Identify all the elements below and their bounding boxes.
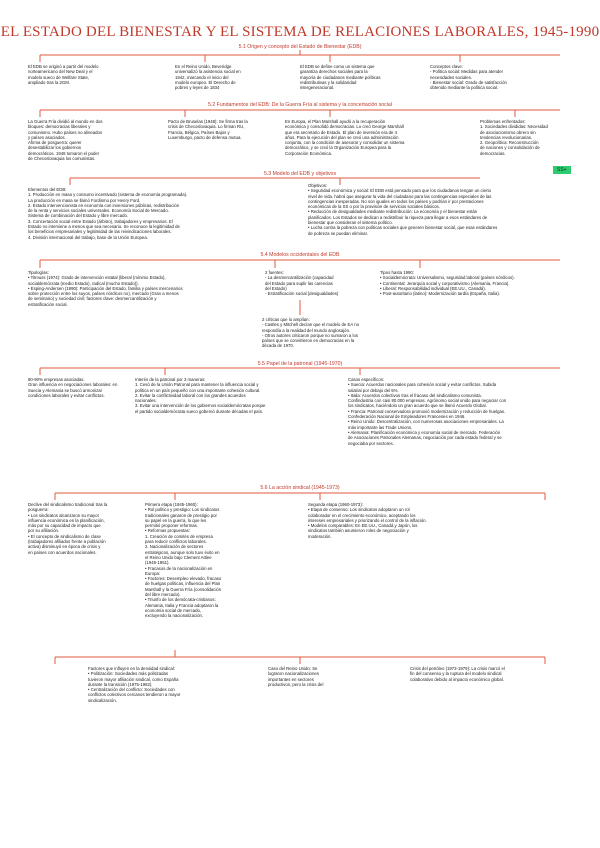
edb-objectives-text: Objetivos: • Seguridad económica y social: El EDB está pensado para que los ciudadanos tengan un cierto nivel de vida, habrá que asegurar la vida del ciudadano para las contingencias especiales de las contingencias inesperadas. No son iguales en todos los países y podrían ir por prestaciones económicas de la SS o por la provisión de servicios sociales básicos. • Reducción de desigualdades mediante redistribución: La economía y el bienestar están planificados. Los Estados se dedican a redistribuir la riqueza para llegar a esos estándares de bienestar que consideran el sistema político. • Lucha contra la pobreza con políticas sociales que generen bienestar social, que esas estándares de pobreza se puedan eliminar. (308, 183, 498, 236)
typologies-text: Tipologías: • Titmuss (1974): Grado de intervención estatal (liberal (mínimo Estado), socialdemócrata (medio Estado), radical (mucho Estado)). • Esping-Andersen (1990): Participación del Estado, familia y países mercenarios sobre protección entre los suyos, países nórdicos no), mercado (Gran a menos de seminario) y sociedad civil; factores clave: desmercantilización y estratificación social. (28, 270, 183, 307)
origin-models-text: El EDB se originó a partir del modelo norteamericano del New Deal y el modelo sueco de Welfare State, ampliado tras la 2GM. (28, 64, 99, 85)
critics-text: 2 críticas que lo amplían: - Castles y Mitchell decían que el modelo de EA no respondía a la realidad del mundo anglosajón. - Otros autores criticaron porque no sumaron a los países que se convirtieron en democracias en la década de 1970. (262, 317, 359, 349)
second-stage-text: Segunda etapa (1960-1973): • Etapa de consenso: Los sindicatos adoptaron un rol colaborador en el crecimiento económico, aceptando los intereses empresariales y priorizando el control de la inflación. • Modelos comparables: En EE.UU., Canadá y Japón, los sindicatos también asumieron roles de negociación y moderación. (308, 502, 427, 539)
edb-definition-text: El EDB se define como un sistema que garantiza derechos sociales para la mayoría de ciudadanos mediante políticas redistributivas y la solidaridad intergeneracional. (300, 64, 381, 91)
uk-case-text: Caso del Reino Unido: Se lograron nacionalizaciones importantes en sectores productivos, pero la crisis del (268, 666, 324, 687)
union-decline-text: Declive del sindicalismo tradicional tras la posguerra: • Los sindicatos alcanzaron su mayor influencia económica en la planificación, más por su capacidad de impacto que por su afiliación. • El concepto de sindicalismo de clase (trabajadores afiliados frente a población activa) disminuyó en época de crisis y en países con acuerdos nacionales. (28, 502, 108, 555)
section-heading-5-1: 5.1 Origen y concepto del Estado de Bienestar (EDB) (238, 44, 362, 50)
oil-crisis-text: Crisis del petróleo (1973-1979): La crisis marcó el fin del consenso y la ruptura del modelo sindical colaborativo debido al impacto económico global. (410, 666, 505, 682)
brussels-pact-text: Pacto de Bruselas (1948): Se firma tras la crisis de Checoslovaquia. Lo firman RU, Francia, Bélgica, Países Bajos y Luxemburgo, pacto de defensa mutua. (168, 119, 248, 140)
patronal-interest-text: Interés de la patronal por 3 maneras: 1. Cesó de la Unión Patronal para mantener la influencia social y política en un país pequeño con una importante cohesión cultural. 2. Evitar la conflictividad laboral con los grandes acuerdos nacionales. 3. Evitar una intervención de los gobiernos socialdemócratas porque el partido socialdemócrata sueco gobernó durante décadas el país. (135, 377, 266, 414)
key-concepts-text: Conceptos clave: - Política social: Medidas para atender necesidades sociales. - Bienestar social: Grado de satisfacción obtenido mediante la política social. (430, 64, 507, 91)
patronal-stats-text: 80-90% empresas asociadas. Gran influencia en negociaciones laborales: en Suecia y Alemania se buscó armonizar condiciones laborales y evitar conflictos. (28, 377, 118, 398)
cold-war-text: La Guerra Fría dividió al mundo en dos bloques: democracias liberales y comunismo. Hubo países no alineados y países asociados. Afirma de posguerra: querer desestabilizar los gobiernos democráticos. 1948 tomaron el poder de Checoslovaquia los comunistas. (28, 119, 103, 162)
specific-cases-text: Casos específicos: • Suecia: Acuerdos nacionales para cohesión social y evitar conflictos. Subida salarial por debajo del 5%. • Italia: Acuerdos colectivos tras el fracaso del sindicalismo comunista. Confindustria con casi 80.000 empresas. Agrónomo social unido para negociar con los sindicatos, haciéndolo un gran acuerdo que se llamó Acuerdo Global. • Francia: Patronal conservadora promovió modernización y reducción de huelgas. Confederación Nacional de Empleadores Franceses en 1946. • Reino Unido: Descentralización, con numerosas asociaciones empresariales. La más importante las Trade Unions. • Alemania: Planificación económica y economía social de mercado. Federación de Asociaciones Patronales Alemanas, negociación por cada estado federal y se negociaba por sectores. (348, 377, 507, 446)
section-heading-5-6: 5.6 La acción sindical (1945-1973) (260, 485, 340, 491)
section-heading-5-5: 5.5 Papel de la patronal (1945-1970) (257, 361, 343, 367)
marshall-plan-text: En Europa, el Plan Marshall ayudó a la recuperación económica y consolidó democracias. Lo creó George Marshall que era secretario de Estado. El plan de inversión era de 4 años. Para la ejecución del plan se creó una administración conjunta, con la condición de asesorar y consolidar un sistema democrático, y se creó la Organización Europea para la Corporación Económica. (285, 119, 405, 156)
first-stage-text: Primera etapa (1945-1960): • Rol político y prestigio: Los sindicatos tradicionales ganaron de prestigio por su papel en la guerra, lo que les permitió proponer reformas. • Reformas propuestas: 1. Creación de comités de empresa para reducir conflictos laborales. 2. Nacionalización de sectores estratégicos, aunque solo tuvo éxito en el Reino Unido bajo Clement Attlee (1945-1951). • Fracasos de la nacionalización en Europa: • Factores: Desempleo elevado, fracaso de huelgas políticas, influencia del Plan Marshall y la Guerra Fría (consolidación del libre mercado). • Triunfo de los demócrata-cristianos: Alemania, Italia y Francia adoptaron la economía social de mercado, excluyendo la nacionalización. (145, 502, 222, 619)
edb-elements-text: Elementos del EDB: 1. Producción en masa y consumo incentivado (sistema de economía programada). La producción en masa se llamó Fordismo por Henry Ford. 2. Estado intervencionista en economía con inversiones públicas, redistribución de la renta y servicios sociales universales. Economía Social de Mercado. Sistema de combinación del Estado y libre mercado. 3. Concertación social entre Estado (árbitro), trabajadores y empresarios. El Estado no interviene a menos que sea necesario. Se reconoce la legitimidad de los beneficios empresariales y legitimidad de las reivindicaciones laborales. 4. División internacional del trabajo, base de la Unión Europea. (28, 187, 188, 240)
ss-badge: SS+ (553, 166, 571, 174)
factors-text: 2 fuentes: - La desmercantilización (capacidad del Estado para suplir las carencias del Estado) - Estratificación social (desigualdades) (265, 270, 339, 297)
types-text: Tipos hasta 1990: • Socialdemócrata: Universalismo, seguridad laboral (países nórdicos). • Continental: Jerarquía social y corporativismo (Alemania, Francia). • Liberal: Responsabilidad individual (EE.UU., Canadá). • Post-autoritario (latino): Modernización tardía (España, Italia). (380, 270, 515, 297)
beveridge-text: En el Reino Unido, Beveridge universalizó la asistencia social en 1942, marcando el inicio del modelo europeo. El Derecho de pobres y leyes de 1834 (175, 64, 241, 91)
problems-text: Problemas enfrentados: 1. Sociedades divididas: Necesidad de asociacionismo obrero sin tendencias revolucionarias. 2. Geopolítica: Reconstrucción de naciones y consolidación de democracias. (480, 119, 548, 156)
section-heading-5-4: 5.4 Modelos occidentales del EDB (260, 252, 340, 258)
page-title: EL ESTADO DEL BIENESTAR Y EL SISTEMA DE RELACIONES LABORALES, 1945-1990 (0, 24, 600, 40)
union-density-text: Factores que influyen en la densidad sindical: • Politización: Sociedades más politizadas tuvieron mayor afiliación sindical, como España durante la transición (1975-1982). • Centralización del conflicto: Sociedades con conflictos colectivos cercanos tendieron a mayor sindicalización. (88, 666, 181, 703)
section-heading-5-2: 5.2 Fundamentos del EDB: De la Guerra Fría al sistema y la concertación social (208, 102, 392, 108)
section-heading-5-3: 5.3 Modelo del EDB y objetivos (263, 171, 337, 177)
